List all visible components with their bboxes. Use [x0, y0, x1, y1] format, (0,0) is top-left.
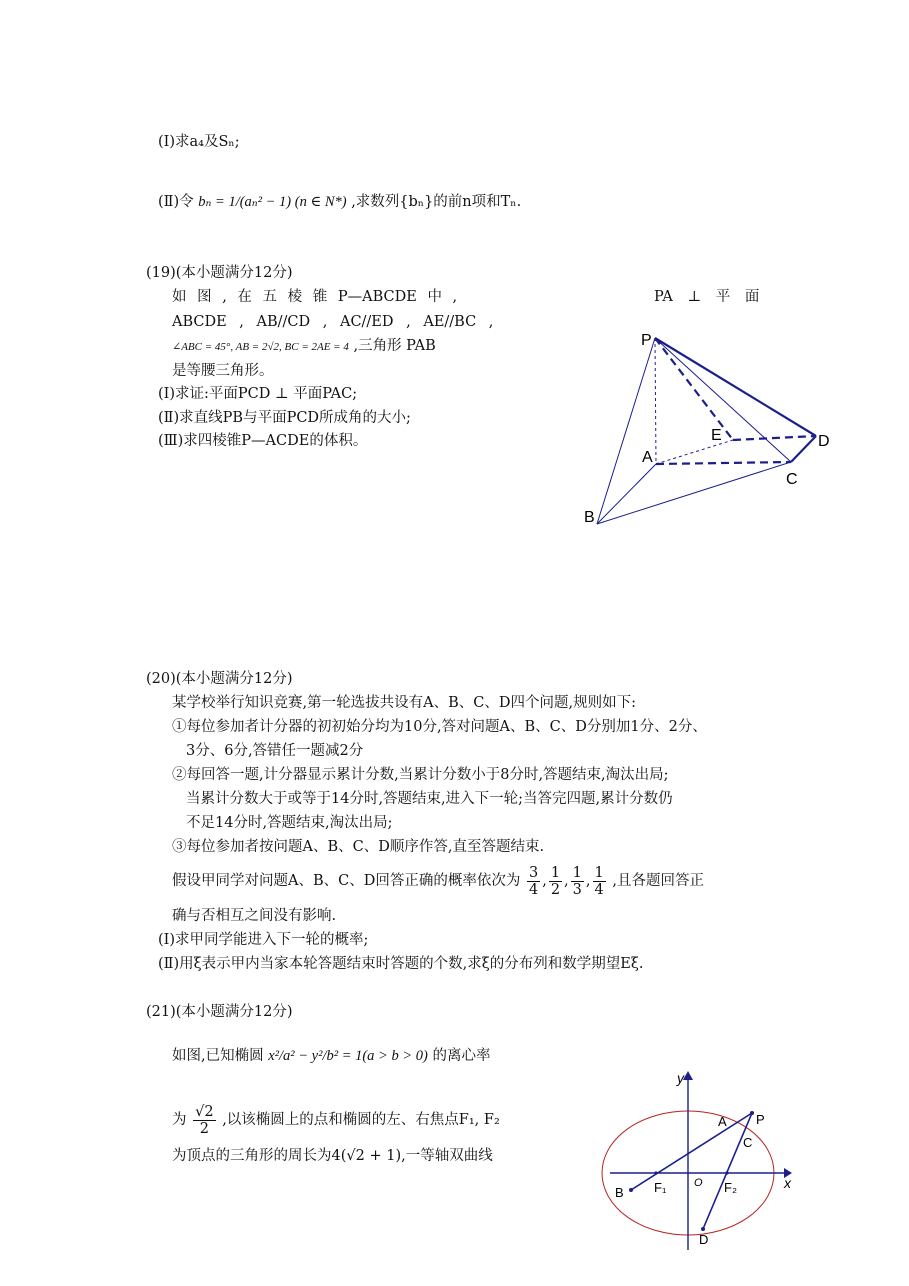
q20-prob-line: 假设甲同学对问题A、B、C、D回答正确的概率依次为 $\frac{3}{4}$ , $\frac{1}{2}$ , $\frac{1}{3}$ , $\frac{1}{4}$ ,且各题回答正	[172, 864, 704, 898]
q20-prob-suffix: ,且各题回答正	[612, 873, 704, 889]
q19-line4: 是等腰三角形。	[172, 363, 274, 379]
q18-part1: (Ⅰ)求a₄及Sₙ;	[158, 134, 240, 150]
point-label-p: P	[756, 1112, 765, 1127]
ellipse-figure	[600, 1060, 800, 1260]
q21-line1-formula: x²/a² − y²/b² = 1(a > b > 0)	[268, 1048, 428, 1064]
point-label-b: B	[615, 1185, 624, 1200]
vertex-label-p: P	[641, 332, 652, 349]
focus-label-f1: F₁	[654, 1180, 667, 1195]
q19-line3-text: ,三角形 PAB	[353, 338, 436, 354]
q20-header: (20)(本小题满分12分)	[146, 671, 293, 687]
q18-part2	[158, 192, 521, 212]
q19-part1: (Ⅰ)求证:平面PCD ⊥ 平面PAC;	[158, 386, 358, 402]
q19-part2: (Ⅱ)求直线PB与平面PCD所成角的大小;	[158, 410, 411, 426]
pyramid-figure	[570, 320, 840, 535]
q20-rule1a: ①每位参加者计分器的初初始分均为10分,答对问题A、B、C、D分别加1分、2分、	[172, 719, 707, 735]
prob-fraction-a: $\frac{3}{4}$	[528, 864, 539, 898]
prob-fraction-c: $\frac{1}{3}$	[572, 864, 582, 898]
q19-header: (19)(本小题满分12分)	[146, 265, 293, 281]
point-label-c: C	[743, 1135, 753, 1150]
q20-prob-cont: 确与否相互之间没有影响.	[172, 908, 337, 924]
q20-rule2a: ②每回答一题,计分器显示累计分数,当累计分数小于8分时,答题结束,淘汰出局;	[172, 767, 669, 783]
q20-rule2b: 当累计分数大于或等于14分时,答题结束,进入下一轮;当答完四题,累计分数仍	[186, 791, 673, 807]
q19-line3	[172, 336, 436, 357]
prob-fraction-d: $\frac{1}{4}$	[594, 864, 604, 898]
vertex-label-c: C	[786, 471, 798, 488]
axis-label-y: y	[677, 1070, 684, 1086]
axis-label-x: x	[784, 1175, 791, 1191]
q18-part2-prefix: (Ⅱ)令	[158, 194, 194, 210]
q21-line2	[172, 1102, 500, 1138]
q20-rule1b: 3分、6分,答错任一题减2分	[186, 743, 364, 759]
q19-line2: ABCDE , AB//CD , AC//ED , AE//BC ,	[172, 314, 494, 330]
vertex-label-a: A	[642, 449, 653, 466]
q21-line2-suffix: ,以该椭圆上的点和椭圆的左、右焦点F₁, F₂	[222, 1112, 500, 1128]
q19-part3: (Ⅲ)求四棱锥P—ACDE的体积。	[158, 433, 368, 449]
point-label-a: A	[718, 1114, 727, 1129]
point-label-d: D	[699, 1232, 709, 1247]
q19-line3-formula: ∠ABC = 45°, AB = 2√2, BC = 2AE = 4	[172, 341, 349, 353]
origin-label: O	[694, 1177, 703, 1189]
eccentricity-fraction: $\frac{√2}{2}$	[195, 1103, 214, 1137]
q20-rule2c: 不足14分时,答题结束,淘汰出局;	[186, 815, 393, 831]
vertex-label-e: E	[711, 427, 722, 444]
q21-header: (21)(本小题满分12分)	[146, 1004, 293, 1020]
q20-rule3: ③每位参加者按问题A、B、C、D顺序作答,直至答题结束.	[172, 839, 545, 855]
q18-part2-formula: bₙ = 1/(aₙ² − 1) (n ∈ N*)	[198, 194, 347, 210]
focus-label-f2: F₂	[724, 1180, 737, 1195]
q20-intro: 某学校举行知识竞赛,第一轮选拔共设有A、B、C、D四个问题,规则如下:	[172, 695, 636, 711]
q19-line1a: 如 图 , 在 五 棱 锥 P—ABCDE 中 ,	[172, 289, 458, 305]
q20-prob-prefix: 假设甲同学对问题A、B、C、D回答正确的概率依次为	[172, 873, 521, 889]
vertex-label-b: B	[584, 509, 595, 526]
q21-line1	[172, 1046, 490, 1066]
q21-line1-suffix: 的离心率	[432, 1048, 491, 1064]
q20-part2: (Ⅱ)用ξ表示甲内当家本轮答题结束时答题的个数,求ξ的分布列和数学期望Eξ.	[158, 956, 644, 972]
q19-line1b: PA ⊥ 平 面	[654, 289, 760, 305]
q21-line3: 为顶点的三角形的周长为4(√2 + 1),一等轴双曲线	[172, 1148, 493, 1164]
q20-part1: (Ⅰ)求甲同学能进入下一轮的概率;	[158, 932, 369, 948]
q21-line1-prefix: 如图,已知椭圆	[172, 1048, 264, 1064]
q21-line2-prefix: 为	[172, 1112, 187, 1128]
q18-part2-suffix: ,求数列{bₙ}的前n项和Tₙ.	[351, 194, 522, 210]
vertex-label-d: D	[818, 433, 830, 450]
prob-fraction-b: $\frac{1}{2}$	[550, 864, 561, 898]
